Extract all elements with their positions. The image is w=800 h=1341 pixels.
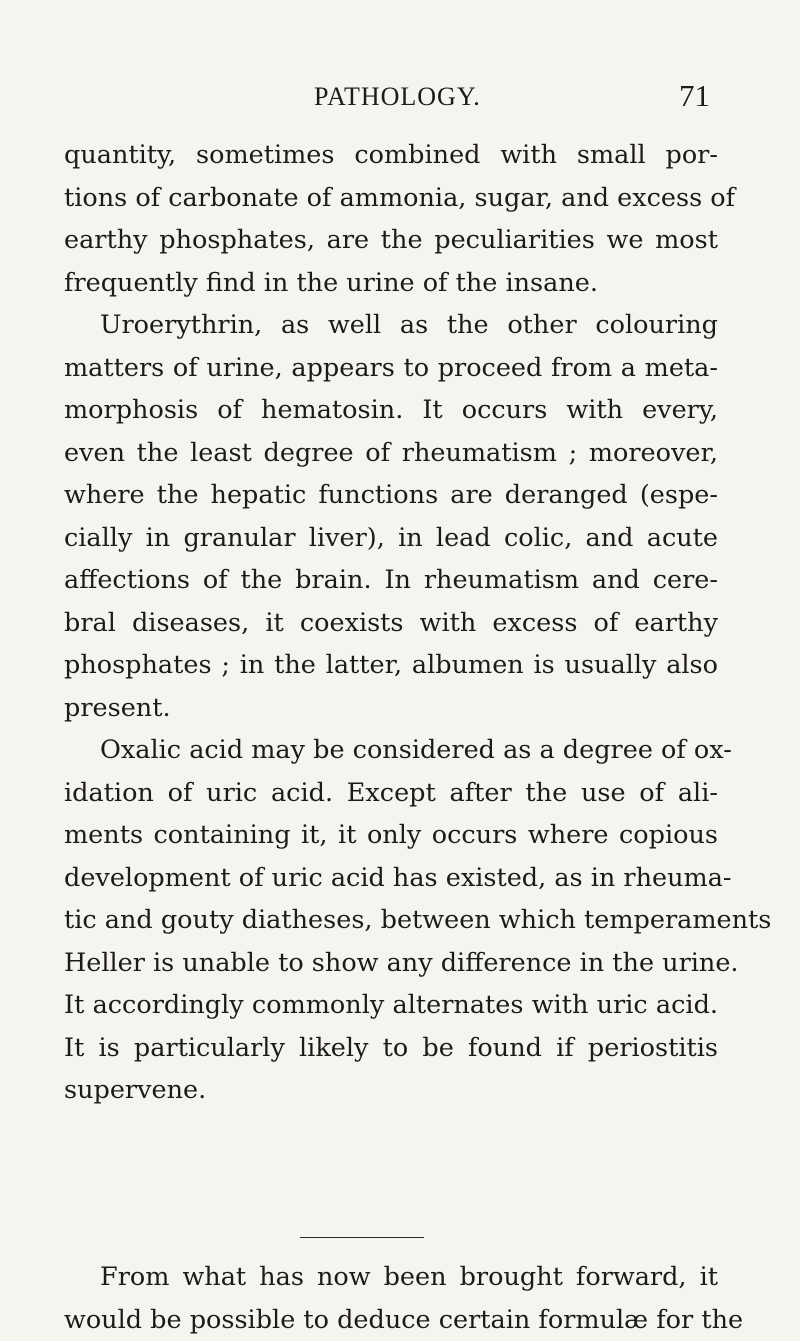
text-line: even the least degree of rheumatism ; moreover,	[64, 432, 718, 475]
text-line: idation of uric acid. Except after the use of ali-	[64, 772, 718, 815]
text-line: tions of carbonate of ammonia, sugar, and excess of	[64, 177, 718, 220]
text-line: cially in granular liver), in lead colic, and acute	[64, 517, 718, 560]
text-line: Uroerythrin, as well as the other colouring	[64, 304, 718, 347]
text-line: matters of urine, appears to proceed from a meta-	[64, 347, 718, 390]
text-line: Heller is unable to show any difference in the urine.	[64, 942, 718, 985]
text-line: It accordingly commonly alternates with uric acid.	[64, 984, 718, 1027]
text-line: Oxalic acid may be considered as a degree of ox-	[64, 729, 718, 772]
page-number: 71	[679, 78, 710, 114]
text-line: would be possible to deduce certain formulæ for the	[64, 1299, 718, 1341]
body-text	[64, 134, 718, 1112]
text-line: ments containing it, it only occurs where copious	[64, 814, 718, 857]
text-line: affections of the brain. In rheumatism and cere-	[64, 559, 718, 602]
text-line: earthy phosphates, are the peculiarities we most	[64, 219, 718, 262]
text-line: morphosis of hematosin. It occurs with every,	[64, 389, 718, 432]
running-head	[64, 78, 718, 118]
body-text-continued	[64, 1256, 718, 1341]
text-line: From what has now been brought forward, it	[64, 1256, 718, 1299]
text-line: present.	[64, 687, 718, 730]
text-line: where the hepatic functions are deranged (espe-	[64, 474, 718, 517]
text-line: supervene.	[64, 1069, 718, 1112]
running-title: PATHOLOGY.	[314, 82, 481, 112]
text-line: bral diseases, it coexists with excess of earthy	[64, 602, 718, 645]
text-line: development of uric acid has existed, as in rheuma-	[64, 857, 718, 900]
text-line: frequently find in the urine of the insane.	[64, 262, 718, 305]
text-line: phosphates ; in the latter, albumen is usually also	[64, 644, 718, 687]
text-line: quantity, sometimes combined with small por-	[64, 134, 718, 177]
text-line: It is particularly likely to be found if periostitis	[64, 1027, 718, 1070]
text-line: tic and gouty diatheses, between which temperaments	[64, 899, 718, 942]
section-divider	[300, 1237, 424, 1238]
